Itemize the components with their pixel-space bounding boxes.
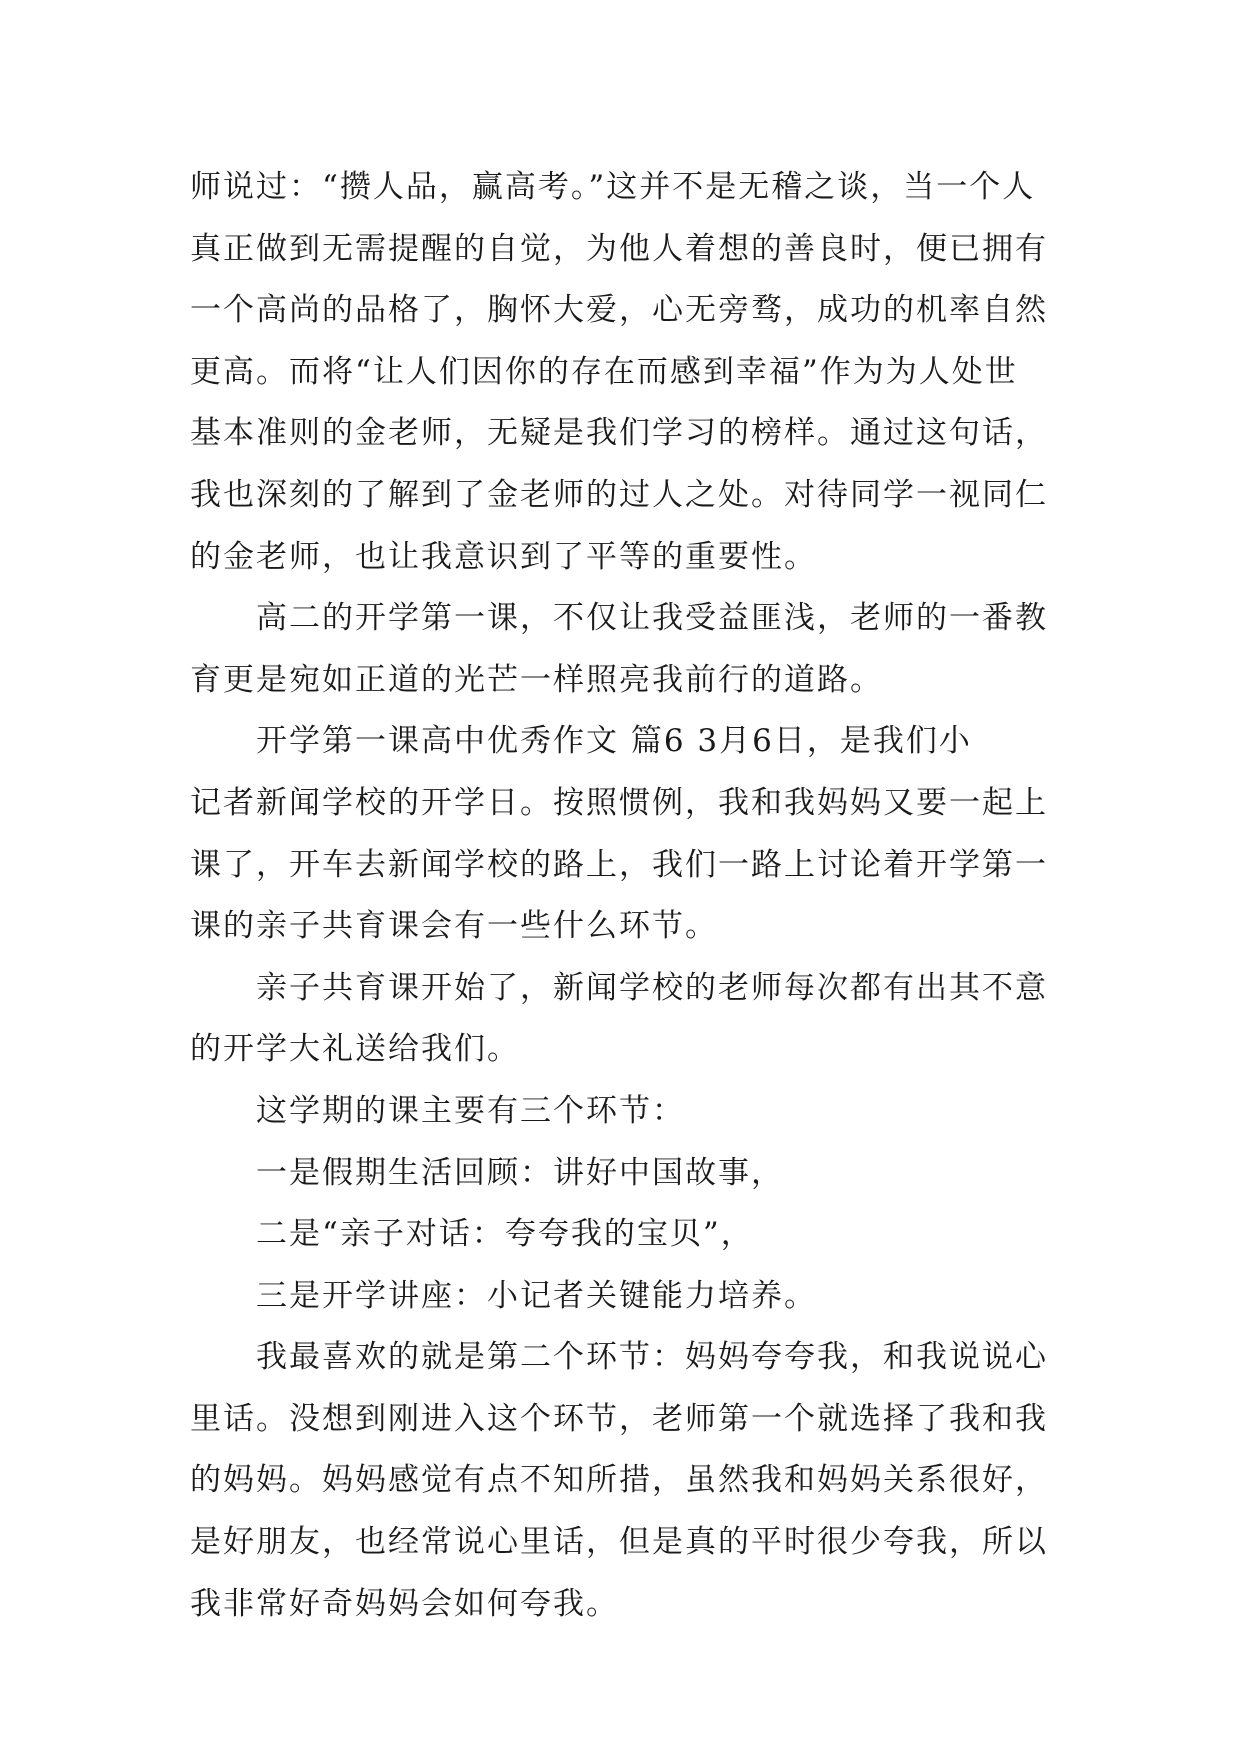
text-line: 高二的开学第一课，不仅让我受益匪浅，老师的一番教 — [256, 600, 1048, 637]
text-line: 二是“亲子对话：夸夸我的宝贝”， — [256, 1216, 754, 1253]
text-line: 师说过：“攒人品，赢高考。”这并不是无稽之谈，当一个人 — [190, 169, 1036, 205]
text-line: 里话。没想到刚进入这个环节，老师第一个就选择了我和我 — [190, 1400, 1048, 1437]
text-line: 的金老师，也让我意识到了平等的重要性。 — [190, 538, 817, 575]
text-line: 我最喜欢的就是第二个环节：妈妈夸夸我，和我说说心 — [256, 1339, 1048, 1376]
text-line: 真正做到无需提醒的自觉，为他人着想的善良时，便已拥有 — [190, 230, 1048, 267]
text-line: 是好朋友，也经常说心里话，但是真的平时很少夸我，所以 — [190, 1524, 1048, 1561]
text-line: 开学第一课高中优秀作文 篇6 3月6日，是我们小 — [256, 723, 972, 760]
text-line: 课了，开车去新闻学校的路上，我们一路上讨论着开学第一 — [190, 846, 1048, 883]
text-line: 基本准则的金老师，无疑是我们学习的榜样。通过这句话， — [190, 415, 1048, 452]
text-line: 三是开学讲座：小记者关键能力培养。 — [256, 1277, 817, 1314]
document-body — [190, 157, 1070, 1635]
text-line: 更高。而将“让人们因你的存在而感到幸福”作为为人处世 — [190, 353, 1018, 390]
text-line: 一个高尚的品格了，胸怀大爱，心无旁骛，成功的机率自然 — [190, 292, 1048, 329]
text-line: 我也深刻的了解到了金老师的过人之处。对待同学一视同仁 — [190, 476, 1048, 513]
text-line: 亲子共育课开始了，新闻学校的老师每次都有出其不意 — [256, 969, 1048, 1006]
text-line: 这学期的课主要有三个环节： — [256, 1092, 685, 1129]
text-line: 一是假期生活回顾：讲好中国故事， — [256, 1154, 784, 1191]
text-line: 我非常好奇妈妈会如何夸我。 — [190, 1585, 619, 1622]
text-line: 课的亲子共育课会有一些什么环节。 — [190, 908, 718, 945]
text-line: 记者新闻学校的开学日。按照惯例，我和我妈妈又要一起上 — [190, 784, 1048, 821]
text-line: 的妈妈。妈妈感觉有点不知所措，虽然我和妈妈关系很好， — [190, 1462, 1048, 1499]
text-line: 育更是宛如正道的光芒一样照亮我前行的道路。 — [190, 661, 883, 698]
text-line: 的开学大礼送给我们。 — [190, 1031, 520, 1068]
